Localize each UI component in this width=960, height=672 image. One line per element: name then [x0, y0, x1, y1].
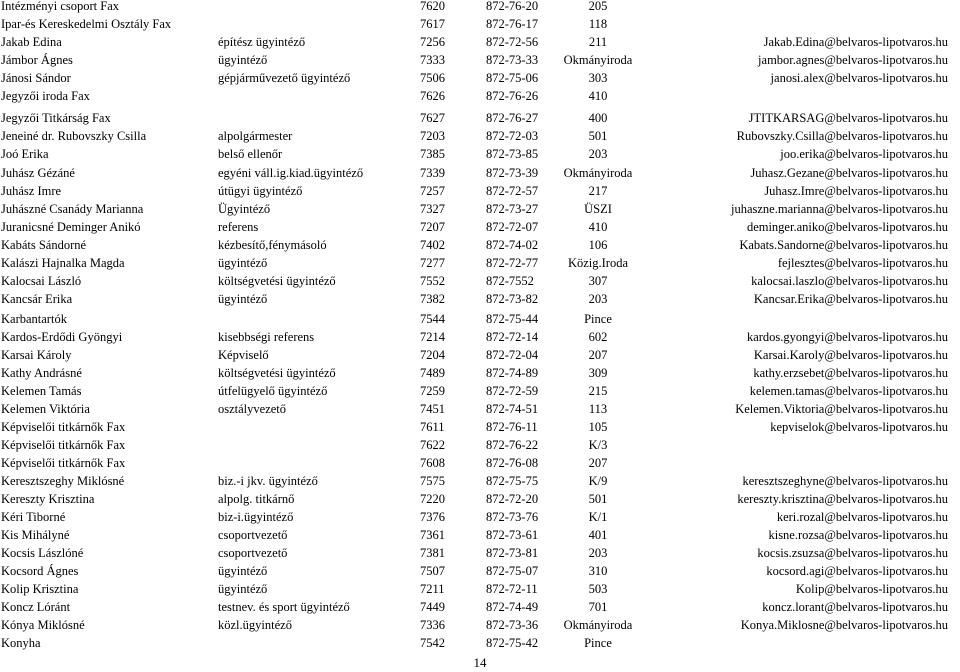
entry-email: joo.erika@belvaros-lipotvaros.hu — [780, 147, 948, 161]
entry-email: juhaszne.marianna@belvaros-lipotvaros.hu — [731, 202, 948, 216]
entry-email: kepviselok@belvaros-lipotvaros.hu — [770, 420, 948, 434]
entry-title: gépjárművezető ügyintéző — [218, 71, 351, 85]
entry-phone: 872-73-81 — [486, 546, 539, 560]
directory-row — [0, 272, 960, 290]
entry-title: osztályvezető — [218, 402, 287, 416]
entry-name: Juhász Gézáné — [1, 166, 75, 180]
entry-phone: 872-7552 — [486, 274, 534, 288]
directory-row — [0, 15, 960, 33]
entry-room: K/9 — [588, 474, 608, 488]
entry-name: Képviselői titkárnők Fax — [1, 456, 126, 470]
directory-row — [0, 544, 960, 562]
entry-name: Kocsord Ágnes — [1, 564, 79, 578]
entry-room: Közig.Iroda — [567, 256, 629, 270]
entry-room: 207 — [588, 456, 608, 470]
entry-extension: 7214 — [420, 330, 445, 344]
entry-name: Jeneiné dr. Rubovszky Csilla — [1, 129, 147, 143]
entry-phone: 872-73-61 — [486, 528, 539, 542]
entry-room: 105 — [588, 420, 608, 434]
entry-email: kereszty.krisztina@belvaros-lipotvaros.hu — [737, 492, 948, 506]
entry-phone: 872-72-57 — [486, 184, 539, 198]
entry-title: belső ellenőr — [218, 147, 283, 161]
entry-room: Pince — [584, 312, 612, 326]
entry-phone: 872-75-42 — [486, 636, 539, 650]
entry-title: biz-i.ügyintéző — [218, 510, 294, 524]
entry-title: építész ügyintéző — [218, 35, 306, 49]
entry-phone: 872-73-36 — [486, 618, 539, 632]
entry-room: 410 — [588, 89, 608, 103]
entry-name: Kalocsai László — [1, 274, 82, 288]
directory-row — [0, 127, 960, 145]
directory-row — [0, 182, 960, 200]
directory-row — [0, 328, 960, 346]
entry-title: költségvetési ügyintéző — [218, 366, 336, 380]
entry-title: referens — [218, 220, 259, 234]
entry-room: 118 — [588, 17, 608, 31]
entry-email: kocsis.zsuzsa@belvaros-lipotvaros.hu — [757, 546, 948, 560]
directory-row — [0, 109, 960, 127]
directory-row — [0, 218, 960, 236]
directory-row — [0, 634, 960, 652]
entry-name: Képviselői titkárnők Fax — [1, 420, 126, 434]
entry-extension: 7449 — [420, 600, 445, 614]
entry-email: kocsord.agi@belvaros-lipotvaros.hu — [766, 564, 948, 578]
entry-name: Kocsis Lászlóné — [1, 546, 84, 560]
entry-name: Joó Erika — [1, 147, 49, 161]
entry-title: költségvetési ügyintéző — [218, 274, 336, 288]
entry-name: Karsai Károly — [1, 348, 72, 362]
entry-extension: 7361 — [420, 528, 445, 542]
entry-extension: 7402 — [420, 238, 445, 252]
entry-extension: 7256 — [420, 35, 445, 49]
entry-extension: 7211 — [420, 582, 445, 596]
entry-extension: 7489 — [420, 366, 445, 380]
directory-row — [0, 346, 960, 364]
entry-extension: 7506 — [420, 71, 445, 85]
directory-row — [0, 69, 960, 87]
entry-title: ügyintéző — [218, 53, 268, 67]
entry-phone: 872-75-44 — [486, 312, 539, 326]
entry-extension: 7575 — [420, 474, 445, 488]
entry-extension: 7220 — [420, 492, 445, 506]
entry-email: kalocsai.laszlo@belvaros-lipotvaros.hu — [751, 274, 948, 288]
entry-phone: 872-75-75 — [486, 474, 539, 488]
entry-room: K/1 — [588, 510, 608, 524]
directory-row — [0, 0, 960, 15]
directory-row — [0, 87, 960, 105]
entry-room: 203 — [588, 147, 608, 161]
entry-name: Jámbor Ágnes — [1, 53, 73, 67]
entry-phone: 872-75-06 — [486, 71, 539, 85]
entry-name: Kabáts Sándorné — [1, 238, 87, 252]
entry-phone: 872-76-11 — [486, 420, 538, 434]
entry-title: testnev. és sport ügyintéző — [218, 600, 350, 614]
directory-row — [0, 200, 960, 218]
entry-extension: 7608 — [420, 456, 445, 470]
entry-email: Kabats.Sandorne@belvaros-lipotvaros.hu — [739, 238, 948, 252]
entry-room: K/3 — [588, 438, 608, 452]
entry-phone: 872-72-11 — [486, 582, 538, 596]
entry-extension: 7627 — [420, 111, 445, 125]
entry-phone: 872-73-85 — [486, 147, 539, 161]
entry-email: janosi.alex@belvaros-lipotvaros.hu — [770, 71, 948, 85]
entry-room: 203 — [588, 546, 608, 560]
directory-row — [0, 236, 960, 254]
entry-email: keresztszeghyne@belvaros-lipotvaros.hu — [742, 474, 948, 488]
entry-phone: 872-72-56 — [486, 35, 539, 49]
entry-room: 203 — [588, 292, 608, 306]
entry-title: egyéni váll.ig.kiad.ügyintéző — [218, 166, 364, 180]
directory-row — [0, 290, 960, 308]
entry-title: Ügyintéző — [218, 202, 271, 216]
directory-row — [0, 490, 960, 508]
entry-room: 503 — [588, 582, 608, 596]
entry-name: Kis Mihályné — [1, 528, 70, 542]
entry-phone: 872-72-07 — [486, 220, 539, 234]
entry-name: Kalászi Hajnalka Magda — [1, 256, 125, 270]
entry-extension: 7611 — [420, 420, 445, 434]
directory-row — [0, 562, 960, 580]
entry-extension: 7257 — [420, 184, 445, 198]
entry-phone: 872-72-59 — [486, 384, 539, 398]
entry-extension: 7382 — [420, 292, 445, 306]
entry-name: Jánosi Sándor — [1, 71, 71, 85]
entry-name: Konyha — [1, 636, 41, 650]
entry-room: 303 — [588, 71, 608, 85]
entry-extension: 7259 — [420, 384, 445, 398]
entry-extension: 7552 — [420, 274, 445, 288]
directory-row — [0, 472, 960, 490]
entry-name: Intézményi csoport Fax — [1, 0, 120, 13]
entry-email: Juhasz.Gezane@belvaros-lipotvaros.hu — [750, 166, 948, 180]
entry-extension: 7204 — [420, 348, 445, 362]
entry-extension: 7622 — [420, 438, 445, 452]
entry-room: 602 — [588, 330, 608, 344]
entry-email: jambor.agnes@belvaros-lipotvaros.hu — [758, 53, 948, 67]
entry-room: 309 — [588, 366, 608, 380]
entry-title: alpolgármester — [218, 129, 293, 143]
entry-name: Ipar-és Kereskedelmi Osztály Fax — [1, 17, 172, 31]
directory-row — [0, 616, 960, 634]
entry-title: ügyintéző — [218, 256, 268, 270]
entry-room: 307 — [588, 274, 608, 288]
directory-row — [0, 418, 960, 436]
entry-name: Kelemen Viktória — [1, 402, 90, 416]
entry-extension: 7277 — [420, 256, 445, 270]
entry-phone: 872-74-49 — [486, 600, 539, 614]
entry-email: Karsai.Karoly@belvaros-lipotvaros.hu — [753, 348, 948, 362]
entry-room: 106 — [588, 238, 608, 252]
entry-phone: 872-74-89 — [486, 366, 539, 380]
entry-phone: 872-74-51 — [486, 402, 539, 416]
entry-extension: 7507 — [420, 564, 445, 578]
entry-email: JTITKARSAG@belvaros-lipotvaros.hu — [748, 111, 948, 125]
entry-extension: 7207 — [420, 220, 445, 234]
entry-room: Pince — [584, 636, 612, 650]
entry-room: Okmányiroda — [563, 618, 633, 632]
entry-name: Kónya Miklósné — [1, 618, 85, 632]
entry-name: Kolip Krisztina — [1, 582, 79, 596]
entry-phone: 872-76-20 — [486, 0, 539, 13]
directory-row — [0, 454, 960, 472]
page-number: 14 — [473, 655, 487, 670]
entry-room: 410 — [588, 220, 608, 234]
directory-row — [0, 164, 960, 182]
entry-email: Kancsar.Erika@belvaros-lipotvaros.hu — [753, 292, 948, 306]
entry-phone: 872-73-76 — [486, 510, 539, 524]
entry-room: Okmányiroda — [563, 53, 633, 67]
entry-extension: 7544 — [420, 312, 445, 326]
directory-row — [0, 508, 960, 526]
entry-email: kelemen.tamas@belvaros-lipotvaros.hu — [749, 384, 948, 398]
entry-email: koncz.lorant@belvaros-lipotvaros.hu — [762, 600, 948, 614]
entry-extension: 7376 — [420, 510, 445, 524]
entry-name: Jakab Edina — [1, 35, 62, 49]
entry-extension: 7542 — [420, 636, 445, 650]
entry-phone: 872-76-08 — [486, 456, 539, 470]
entry-phone: 872-73-33 — [486, 53, 539, 67]
entry-phone: 872-76-22 — [486, 438, 539, 452]
directory-row — [0, 382, 960, 400]
entry-room: 205 — [588, 0, 608, 13]
entry-phone: 872-74-02 — [486, 238, 539, 252]
directory-row — [0, 310, 960, 328]
entry-title: csoportvezető — [218, 546, 288, 560]
entry-name: Jegyzői iroda Fax — [1, 89, 90, 103]
entry-phone: 872-75-07 — [486, 564, 539, 578]
entry-title: útügyi ügyintéző — [218, 184, 303, 198]
entry-title: alpolg. titkárnő — [218, 492, 295, 506]
directory-row — [0, 51, 960, 69]
entry-room: Okmányiroda — [563, 166, 633, 180]
entry-phone: 872-72-14 — [486, 330, 539, 344]
entry-email: Konya.Miklosne@belvaros-lipotvaros.hu — [740, 618, 948, 632]
entry-extension: 7336 — [420, 618, 445, 632]
entry-title: ügyintéző — [218, 564, 268, 578]
entry-name: Kereszty Krisztina — [1, 492, 95, 506]
entry-room: 701 — [588, 600, 608, 614]
entry-name: Juhászné Csanády Marianna — [1, 202, 144, 216]
entry-name: Kancsár Erika — [1, 292, 73, 306]
entry-name: Koncz Lóránt — [1, 600, 71, 614]
entry-room: 501 — [588, 492, 608, 506]
entry-email: Rubovszky.Csilla@belvaros-lipotvaros.hu — [736, 129, 948, 143]
entry-room: 211 — [588, 35, 608, 49]
entry-room: 401 — [588, 528, 608, 542]
entry-email: Kelemen.Viktoria@belvaros-lipotvaros.hu — [735, 402, 948, 416]
entry-extension: 7451 — [420, 402, 445, 416]
directory-row — [0, 436, 960, 454]
entry-name: Kardos-Erdődi Gyöngyi — [1, 330, 123, 344]
entry-name: Kéri Tiborné — [1, 510, 66, 524]
entry-name: Képviselői titkárnők Fax — [1, 438, 126, 452]
directory-row — [0, 254, 960, 272]
entry-name: Juranicsné Deminger Anikó — [1, 220, 141, 234]
entry-extension: 7620 — [420, 0, 445, 13]
entry-title: kézbesítő,fénymásoló — [218, 238, 327, 252]
directory-row — [0, 33, 960, 51]
entry-extension: 7381 — [420, 546, 445, 560]
entry-email: Kolip@belvaros-lipotvaros.hu — [795, 582, 948, 596]
entry-phone: 872-72-77 — [486, 256, 539, 270]
entry-phone: 872-72-03 — [486, 129, 539, 143]
entry-room: 501 — [588, 129, 608, 143]
entry-name: Kathy Andrásné — [1, 366, 82, 380]
entry-name: Jegyzői Titkárság Fax — [1, 111, 111, 125]
entry-extension: 7203 — [420, 129, 445, 143]
entry-phone: 872-76-27 — [486, 111, 539, 125]
directory-row — [0, 526, 960, 544]
entry-email: kardos.gyongyi@belvaros-lipotvaros.hu — [746, 330, 948, 344]
entry-email: deminger.aniko@belvaros-lipotvaros.hu — [746, 220, 948, 234]
entry-title: Képviselő — [218, 348, 269, 362]
entry-email: keri.rozal@belvaros-lipotvaros.hu — [776, 510, 948, 524]
entry-phone: 872-73-39 — [486, 166, 539, 180]
entry-phone: 872-72-20 — [486, 492, 539, 506]
entry-phone: 872-76-17 — [486, 17, 539, 31]
entry-room: 113 — [588, 402, 608, 416]
entry-phone: 872-73-27 — [486, 202, 539, 216]
entry-phone: 872-72-04 — [486, 348, 539, 362]
entry-email: fejlesztes@belvaros-lipotvaros.hu — [777, 256, 948, 270]
entry-title: kisebbségi referens — [218, 330, 315, 344]
entry-name: Juhász Imre — [1, 184, 62, 198]
entry-title: csoportvezető — [218, 528, 288, 542]
entry-phone: 872-73-82 — [486, 292, 539, 306]
directory-row — [0, 364, 960, 382]
entry-email: kathy.erzsebet@belvaros-lipotvaros.hu — [753, 366, 948, 380]
entry-room: 207 — [588, 348, 608, 362]
entry-title: biz.-i jkv. ügyintéző — [218, 474, 318, 488]
entry-extension: 7617 — [420, 17, 445, 31]
entry-title: útfelügyelő ügyintéző — [218, 384, 328, 398]
entry-room: 215 — [588, 384, 608, 398]
entry-room: 217 — [588, 184, 608, 198]
entry-extension: 7339 — [420, 166, 445, 180]
entry-title: ügyintéző — [218, 582, 268, 596]
entry-title: közl.ügyintéző — [218, 618, 292, 632]
directory-row — [0, 145, 960, 163]
entry-room: 310 — [588, 564, 608, 578]
directory-row — [0, 580, 960, 598]
directory-row — [0, 400, 960, 418]
entry-email: Juhasz.Imre@belvaros-lipotvaros.hu — [764, 184, 948, 198]
entry-extension: 7385 — [420, 147, 445, 161]
entry-phone: 872-76-26 — [486, 89, 539, 103]
directory-row — [0, 598, 960, 616]
entry-email: kisne.rozsa@belvaros-lipotvaros.hu — [768, 528, 948, 542]
entry-email: Jakab.Edina@belvaros-lipotvaros.hu — [763, 35, 948, 49]
entry-name: Karbantartók — [1, 312, 67, 326]
entry-room: ÜSZI — [584, 202, 612, 216]
entry-extension: 7327 — [420, 202, 445, 216]
entry-name: Kelemen Tamás — [1, 384, 82, 398]
entry-title: ügyintéző — [218, 292, 268, 306]
entry-room: 400 — [588, 111, 608, 125]
entry-name: Keresztszeghy Miklósné — [1, 474, 125, 488]
entry-extension: 7626 — [420, 89, 445, 103]
entry-extension: 7333 — [420, 53, 445, 67]
